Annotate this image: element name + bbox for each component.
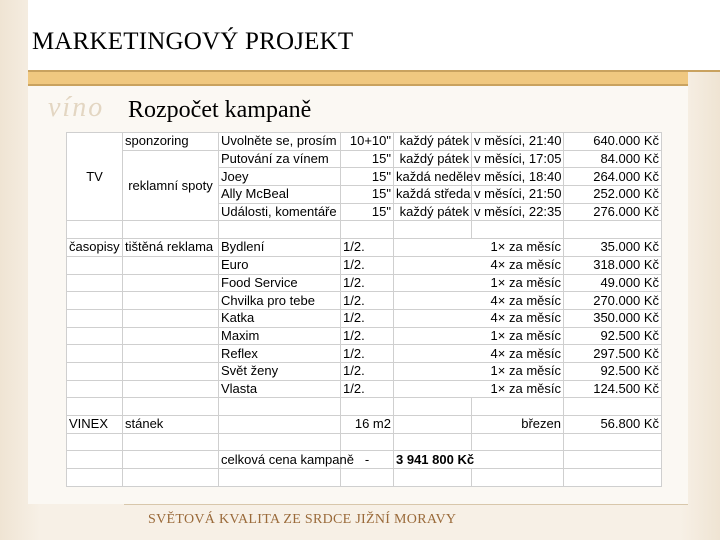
size-cell: 1/2. [341, 274, 394, 292]
watermark-logo: víno [48, 92, 105, 123]
price-cell: 270.000 Kč [564, 292, 662, 310]
table-row [67, 274, 662, 292]
price-cell: 92.500 Kč [564, 327, 662, 345]
table-row [67, 327, 662, 345]
medium-cell: časopisy [67, 239, 123, 257]
table-row [67, 256, 662, 274]
freq-cell: 4× za měsíc [394, 256, 564, 274]
price-cell: 92.500 Kč [564, 362, 662, 380]
program-cell: Joey [219, 168, 341, 186]
day-cell: každý pátek [394, 133, 472, 151]
day-cell: každá neděle [394, 168, 472, 186]
type-cell: sponzoring [123, 133, 219, 151]
freq-cell: 1× za měsíc [394, 380, 564, 398]
length-cell: 15" [341, 186, 394, 204]
price-cell: 297.500 Kč [564, 345, 662, 363]
spacer-row [67, 469, 662, 487]
freq-cell: 4× za měsíc [394, 345, 564, 363]
footer-rule [124, 504, 688, 505]
length-cell: 10+10" [341, 133, 394, 151]
freq-cell: 4× za měsíc [394, 292, 564, 310]
spacer-row [67, 398, 662, 416]
size-cell: 1/2. [341, 309, 394, 327]
medium-cell: TV [67, 133, 123, 221]
length-cell: 15" [341, 168, 394, 186]
spacer-row [67, 433, 662, 451]
day-cell: každý pátek [394, 203, 472, 221]
program-cell: Události, komentáře [219, 203, 341, 221]
day-cell: každá středa [394, 186, 472, 204]
program-cell: Uvolněte se, prosím [219, 133, 341, 151]
size-cell: 1/2. [341, 380, 394, 398]
price-cell: 276.000 Kč [564, 203, 662, 221]
price-cell: 318.000 Kč [564, 256, 662, 274]
freq-cell: v měsíci, 21:40 [472, 133, 564, 151]
program-cell: Putování za vínem [219, 150, 341, 168]
size-cell: 1/2. [341, 292, 394, 310]
total-row [67, 451, 662, 469]
day-cell: každý pátek [394, 150, 472, 168]
table-row [67, 309, 662, 327]
size-cell: 1/2. [341, 256, 394, 274]
program-cell: Ally McBeal [219, 186, 341, 204]
spacer-row [67, 221, 662, 239]
price-cell: 84.000 Kč [564, 150, 662, 168]
price-cell: 56.800 Kč [564, 416, 662, 434]
table-row [67, 380, 662, 398]
freq-cell: 1× za měsíc [394, 327, 564, 345]
price-cell: 640.000 Kč [564, 133, 662, 151]
price-cell: 264.000 Kč [564, 168, 662, 186]
title-cell: Svět ženy [219, 362, 341, 380]
freq-cell: v měsíci, 21:50 [472, 186, 564, 204]
freq-cell: 1× za měsíc [394, 274, 564, 292]
title-cell: Euro [219, 256, 341, 274]
freq-cell: 1× za měsíc [394, 362, 564, 380]
freq-cell: v měsíci, 17:05 [472, 150, 564, 168]
freq-cell: 1× za měsíc [394, 239, 564, 257]
table-row [67, 133, 662, 151]
type-cell: tištěná reklama [123, 239, 219, 257]
title-cell: Vlasta [219, 380, 341, 398]
length-cell: 15" [341, 150, 394, 168]
table-row [67, 362, 662, 380]
freq-cell: v měsíci, 22:35 [472, 203, 564, 221]
price-cell: 350.000 Kč [564, 309, 662, 327]
total-value: 3 941 800 Kč [394, 451, 564, 469]
size-cell: 1/2. [341, 362, 394, 380]
title-cell: Chvilka pro tebe [219, 292, 341, 310]
freq-cell: v měsíci, 18:40 [472, 168, 564, 186]
size-cell: 1/2. [341, 239, 394, 257]
price-cell: 124.500 Kč [564, 380, 662, 398]
title-cell: Maxim [219, 327, 341, 345]
table-row [67, 345, 662, 363]
size-cell: 16 m2 [341, 416, 394, 434]
title-band-accent [28, 72, 688, 86]
table-row [67, 239, 662, 257]
table-row [67, 416, 662, 434]
table-row [67, 150, 662, 168]
title-cell: Food Service [219, 274, 341, 292]
when-cell: březen [472, 416, 564, 434]
slide-title: MARKETINGOVÝ PROJEKT [32, 28, 354, 55]
type-cell: stánek [123, 416, 219, 434]
type-cell: reklamní spoty [123, 150, 219, 221]
title-cell: Reflex [219, 345, 341, 363]
length-cell: 15" [341, 203, 394, 221]
title-cell: Katka [219, 309, 341, 327]
total-dash: - [341, 451, 394, 469]
medium-cell: VINEX [67, 416, 123, 434]
size-cell: 1/2. [341, 327, 394, 345]
price-cell: 35.000 Kč [564, 239, 662, 257]
budget-table [66, 132, 662, 487]
price-cell: 252.000 Kč [564, 186, 662, 204]
table-row [67, 292, 662, 310]
freq-cell: 4× za měsíc [394, 309, 564, 327]
title-cell: Bydlení [219, 239, 341, 257]
slide-subtitle: Rozpočet kampaně [128, 97, 312, 123]
footer-slogan: SVĚTOVÁ KVALITA ZE SRDCE JIŽNÍ MORAVY [148, 512, 457, 527]
size-cell: 1/2. [341, 345, 394, 363]
total-label: celková cena kampaně [219, 451, 341, 469]
price-cell: 49.000 Kč [564, 274, 662, 292]
